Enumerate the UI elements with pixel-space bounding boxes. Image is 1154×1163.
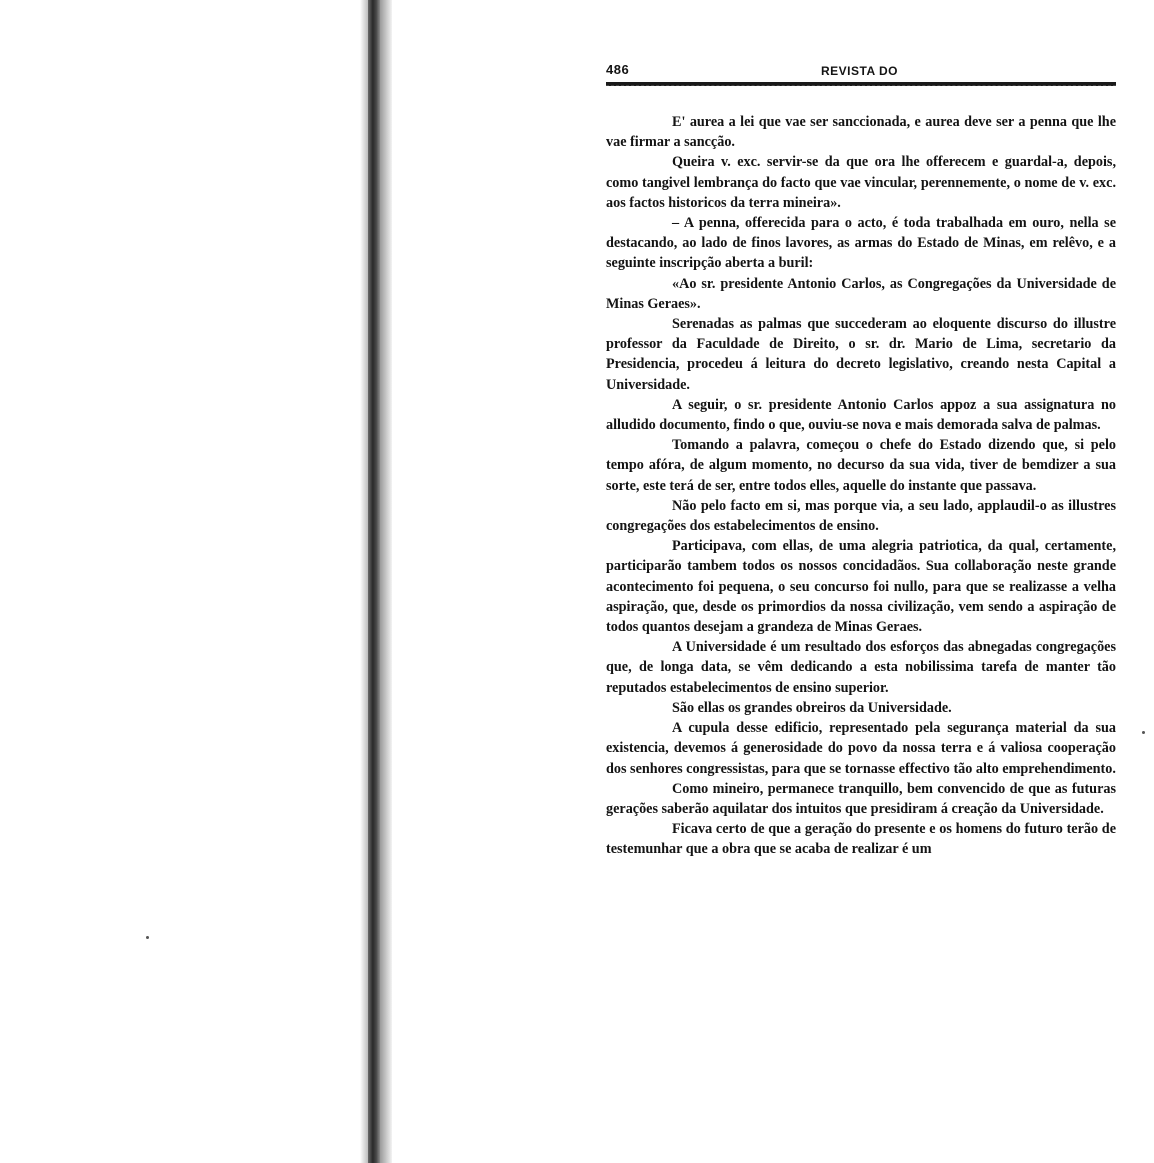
paragraph: Participava, com ellas, de uma alegria patriotica, da qual, certamente, participarão tambem todos os nossos concidadãos. Sua collaboração neste grande acontecimento foi pequena, o seu concurso foi nullo, para que se realizasse a velha aspiração, que, desde os primordios da nossa civilização, vem sendo a aspiração de todos quantos desejam a grandeza de Minas Geraes. <box>606 538 1116 636</box>
gutter-band-fade <box>380 0 392 1163</box>
paragraph: A Universidade é um resultado dos esforços das abnegadas congregações que, de longa data, se vêm dedicando a esta nobilissima tarefa de manter tão reputados estabelecimentos de ensino superior. <box>606 639 1116 696</box>
header-rule <box>606 82 1116 86</box>
gutter-band-dark <box>368 0 380 1163</box>
paragraph: – A penna, offerecida para o acto, é toda trabalhada em ouro, nella se destacando, ao lado de finos lavores, as armas do Estado de Minas, em relêvo, e a seguinte inscripção aberta a buril: <box>606 215 1116 272</box>
paragraph: Serenadas as palmas que succederam ao eloquente discurso do illustre professor da Faculdade de Direito, o sr. dr. Mario de Lima, secretario da Presidencia, procedeu á leitura do decreto legislativo, creando nesta Capital a Universidade. <box>606 316 1116 393</box>
paragraph: Tomando a palavra, começou o chefe do Estado dizendo que, si pelo tempo afóra, de algum momento, no decurso da sua vida, tiver de bemdizer a sua sorte, este terá de ser, entre todos elles, aquelle do instante que passava. <box>606 437 1116 494</box>
running-head: REVISTA DO <box>821 64 899 78</box>
book-gutter-shadow <box>360 0 400 1163</box>
book-page <box>606 60 1116 860</box>
paragraph: São ellas os grandes obreiros da Universidade. <box>672 699 952 716</box>
page-number: 486 <box>606 62 630 77</box>
paragraph: Queira v. exc. servir-se da que ora lhe offerecem e guardal-a, depois, como tangivel lembrança do facto que vae vincular, perennemente, o nome de v. exc. aos factos historicos da terra mineira». <box>606 154 1116 211</box>
paragraph: Ficava certo de que a geração do presente e os homens do futuro terão de testemunhar que a obra que se acaba de realizar é um <box>606 821 1116 858</box>
paragraph: Não pelo facto em si, mas porque via, a seu lado, applaudil-o as illustres congregações dos estabelecimentos de ensino. <box>606 497 1116 535</box>
gutter-band-left <box>360 0 368 1163</box>
paragraph: A cupula desse edificio, representado pela segurança material da sua existencia, devemos á generosidade do povo da nossa terra e á valiosa cooperação dos senhores congressistas, para que se tornasse effectivo tão alto emprehendimento. <box>606 720 1116 777</box>
paragraph: Como mineiro, permanece tranquillo, bem convencido de que as futuras gerações saberão aquilatar dos intuitos que presidiram á creação da Universidade. <box>606 780 1116 817</box>
body-text <box>606 112 1116 860</box>
scan-speck <box>1142 731 1145 734</box>
scan-speck <box>146 936 149 939</box>
inscription-quote: «Ao sr. presidente Antonio Carlos, as Congregações da Universidade de Minas Geraes». <box>606 275 1116 312</box>
paragraph: E' aurea a lei que vae ser sanccionada, e aurea deve ser a penna que lhe vae firmar a sancção. <box>606 114 1116 151</box>
paragraph: A seguir, o sr. presidente Antonio Carlos appoz a sua assignatura no alludido documento, findo o que, ouviu-se nova e mais demorada salva de palmas. <box>606 396 1116 434</box>
page-header <box>606 60 1116 82</box>
